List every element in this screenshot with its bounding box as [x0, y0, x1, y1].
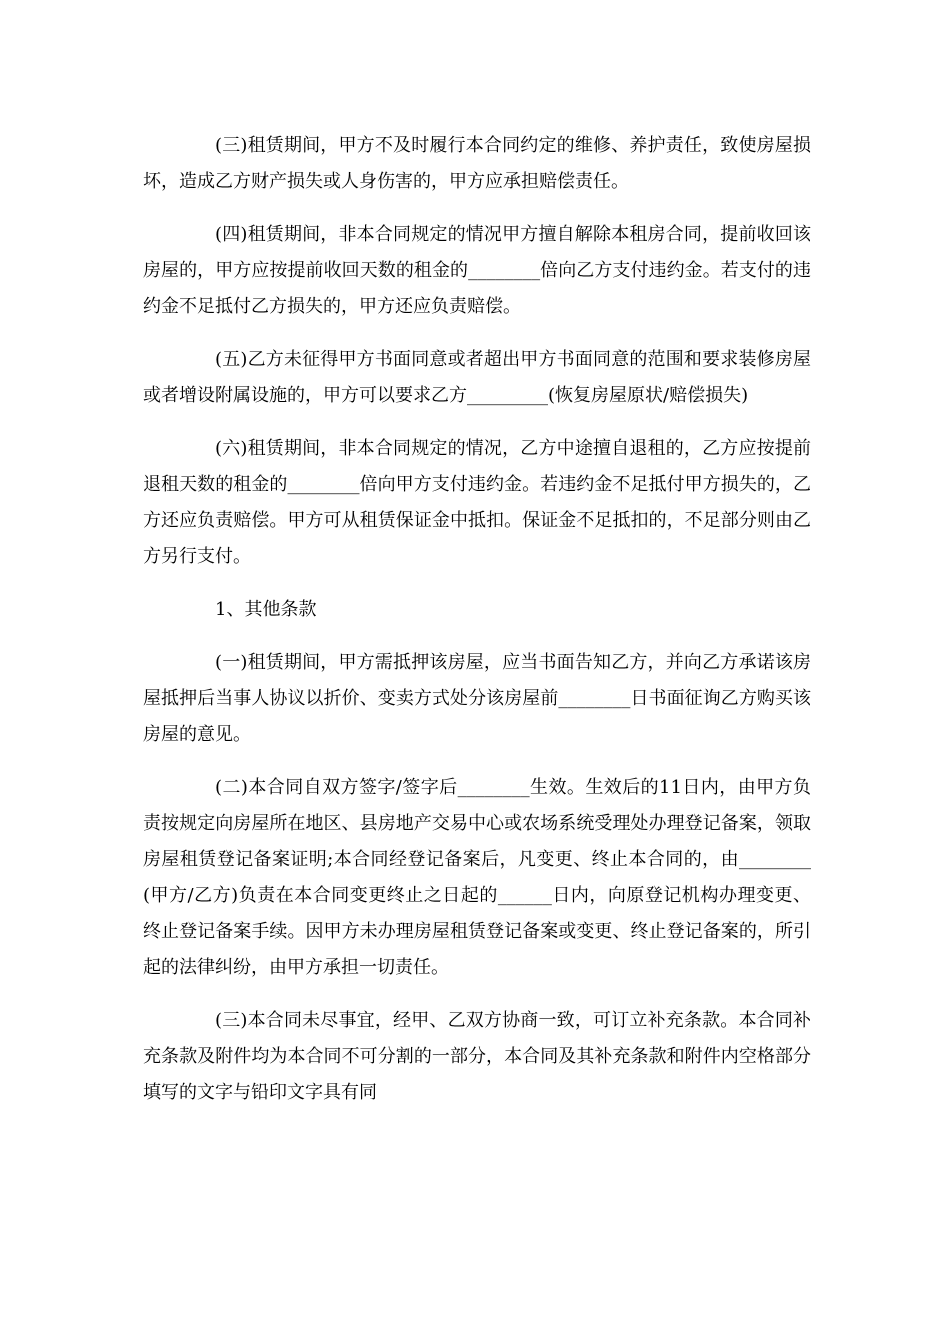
other-clause-3-supplement: (三)本合同未尽事宜，经甲、乙双方协商一致，可订立补充条款。本合同补充条款及附件均为本合同不可分割的一部分，本合同及其补充条款和附件内空格部分填写的文字与铅印文字具有同	[143, 1010, 811, 1103]
other-clause-1-mortgage: (一)租赁期间，甲方需抵押该房屋，应当书面告知乙方，并向乙方承诺该房屋抵押后当事人协议以折价、变卖方式处分该房屋前________日书面征询乙方购买该房屋的意见。	[143, 652, 811, 745]
document-body	[143, 128, 811, 1128]
clause-4-landlord-termination: (四)租赁期间，非本合同规定的情况甲方擅自解除本租房合同，提前收回该房屋的，甲方应按提前收回天数的租金的________倍向乙方支付违约金。若支付的违约金不足抵付乙方损失的，甲方还应负责赔偿。	[143, 224, 811, 317]
clause-6-tenant-termination: (六)租赁期间，非本合同规定的情况，乙方中途擅自退租的，乙方应按提前退租天数的租金的________倍向甲方支付违约金。若违约金不足抵付甲方损失的，乙方还应负责赔偿。甲方可从租赁保证金中抵扣。保证金不足抵扣的，不足部分则由乙方另行支付。	[143, 438, 811, 567]
section-heading-other-terms: 1、其他条款	[215, 599, 317, 620]
other-clause-2-registration: (二)本合同自双方签字/签字后________生效。生效后的11日内，由甲方负责按规定向房屋所在地区、县房地产交易中心或农场系统受理处办理登记备案，领取房屋租赁登记备案证明;本合同经登记备案后，凡变更、终止本合同的，由________(甲方/乙方)负责在本合同变更终止之日起的______日内，向原登记机构办理变更、终止登记备案手续。因甲方未办理房屋租赁登记备案或变更、终止登记备案的，所引起的法律纠纷，由甲方承担一切责任。	[143, 777, 811, 978]
clause-3-maintenance: (三)租赁期间，甲方不及时履行本合同约定的维修、养护责任，致使房屋损坏，造成乙方财产损失或人身伤害的，甲方应承担赔偿责任。	[143, 135, 811, 192]
clause-5-decoration: (五)乙方未征得甲方书面同意或者超出甲方书面同意的范围和要求装修房屋或者增设附属设施的，甲方可以要求乙方_________(恢复房屋原状/赔偿损失)	[143, 349, 811, 406]
